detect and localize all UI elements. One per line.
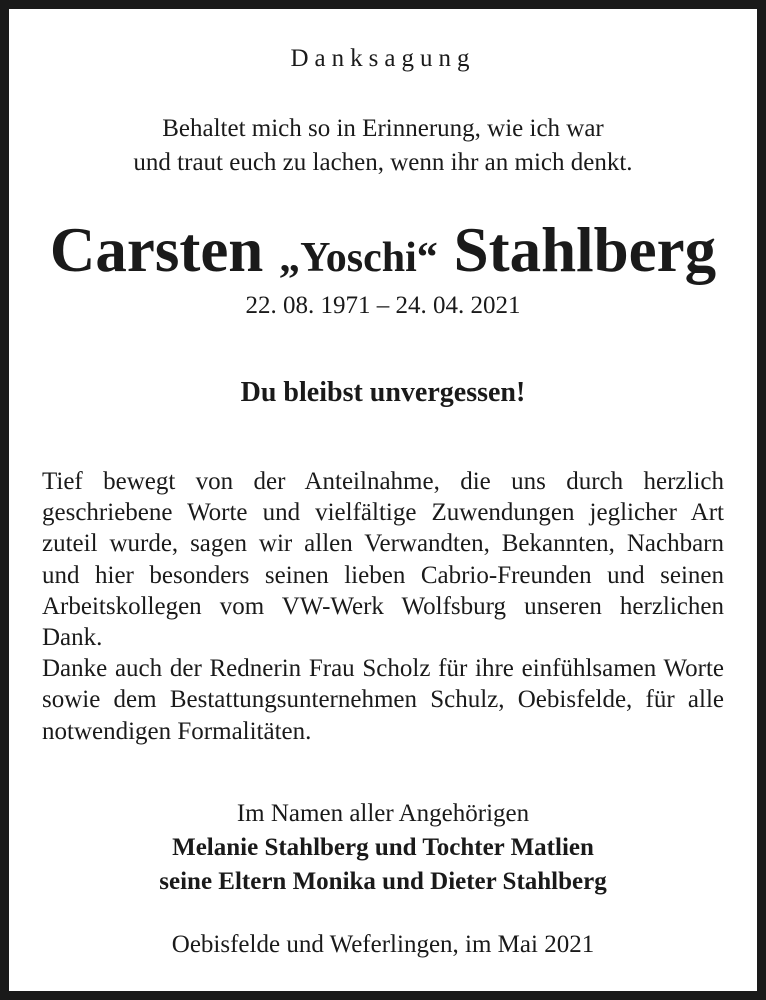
memorial-quote [9, 112, 757, 180]
notice-heading: Danksagung [290, 45, 476, 72]
name-first: Carsten [49, 215, 264, 285]
signoff-intro: Im Namen aller Angehörigen [236, 800, 530, 827]
signoff [9, 797, 757, 899]
quote-line-2: und traut euch zu lachen, wenn ihr an mich denkt. [133, 149, 633, 176]
signoff-family-line-1: Melanie Stahlberg und Tochter Matlien [172, 834, 594, 861]
name-nickname: „Yoschi“ [279, 235, 438, 281]
thanks-paragraph-1: Tief bewegt von der Anteilnahme, die uns durch herzlich geschriebene Worte und vielfältige Zuwendungen jeglicher Art zuteil wurde, sagen wir allen Verwandten, Bekannten, Nachbarn und hier besonders seinen lieben Cabrio-Freunden und seinen Arbeitskollegen vom VW-Werk Wolfsburg unseren herzlichen Dank. [42, 468, 724, 652]
name-last: Stahlberg [453, 215, 717, 285]
place-and-date: Oebisfelde und Weferlingen, im Mai 2021 [171, 931, 595, 958]
quote-line-1: Behaltet mich so in Erinnerung, wie ich war [162, 115, 604, 142]
life-dates: 22. 08. 1971 – 24. 04. 2021 [245, 292, 521, 319]
deceased-name [9, 214, 757, 294]
thanks-text [42, 466, 724, 747]
motto: Du bleibst unvergessen! [240, 377, 526, 408]
signoff-family-line-2: seine Eltern Monika und Dieter Stahlberg [159, 868, 607, 895]
thanks-paragraph-2: Danke auch der Rednerin Frau Scholz für ihre einfühlsamen Worte sowie dem Bestattungsunternehmen Schulz, Oebisfelde, für alle notwendigen Formalitäten. [42, 655, 724, 745]
